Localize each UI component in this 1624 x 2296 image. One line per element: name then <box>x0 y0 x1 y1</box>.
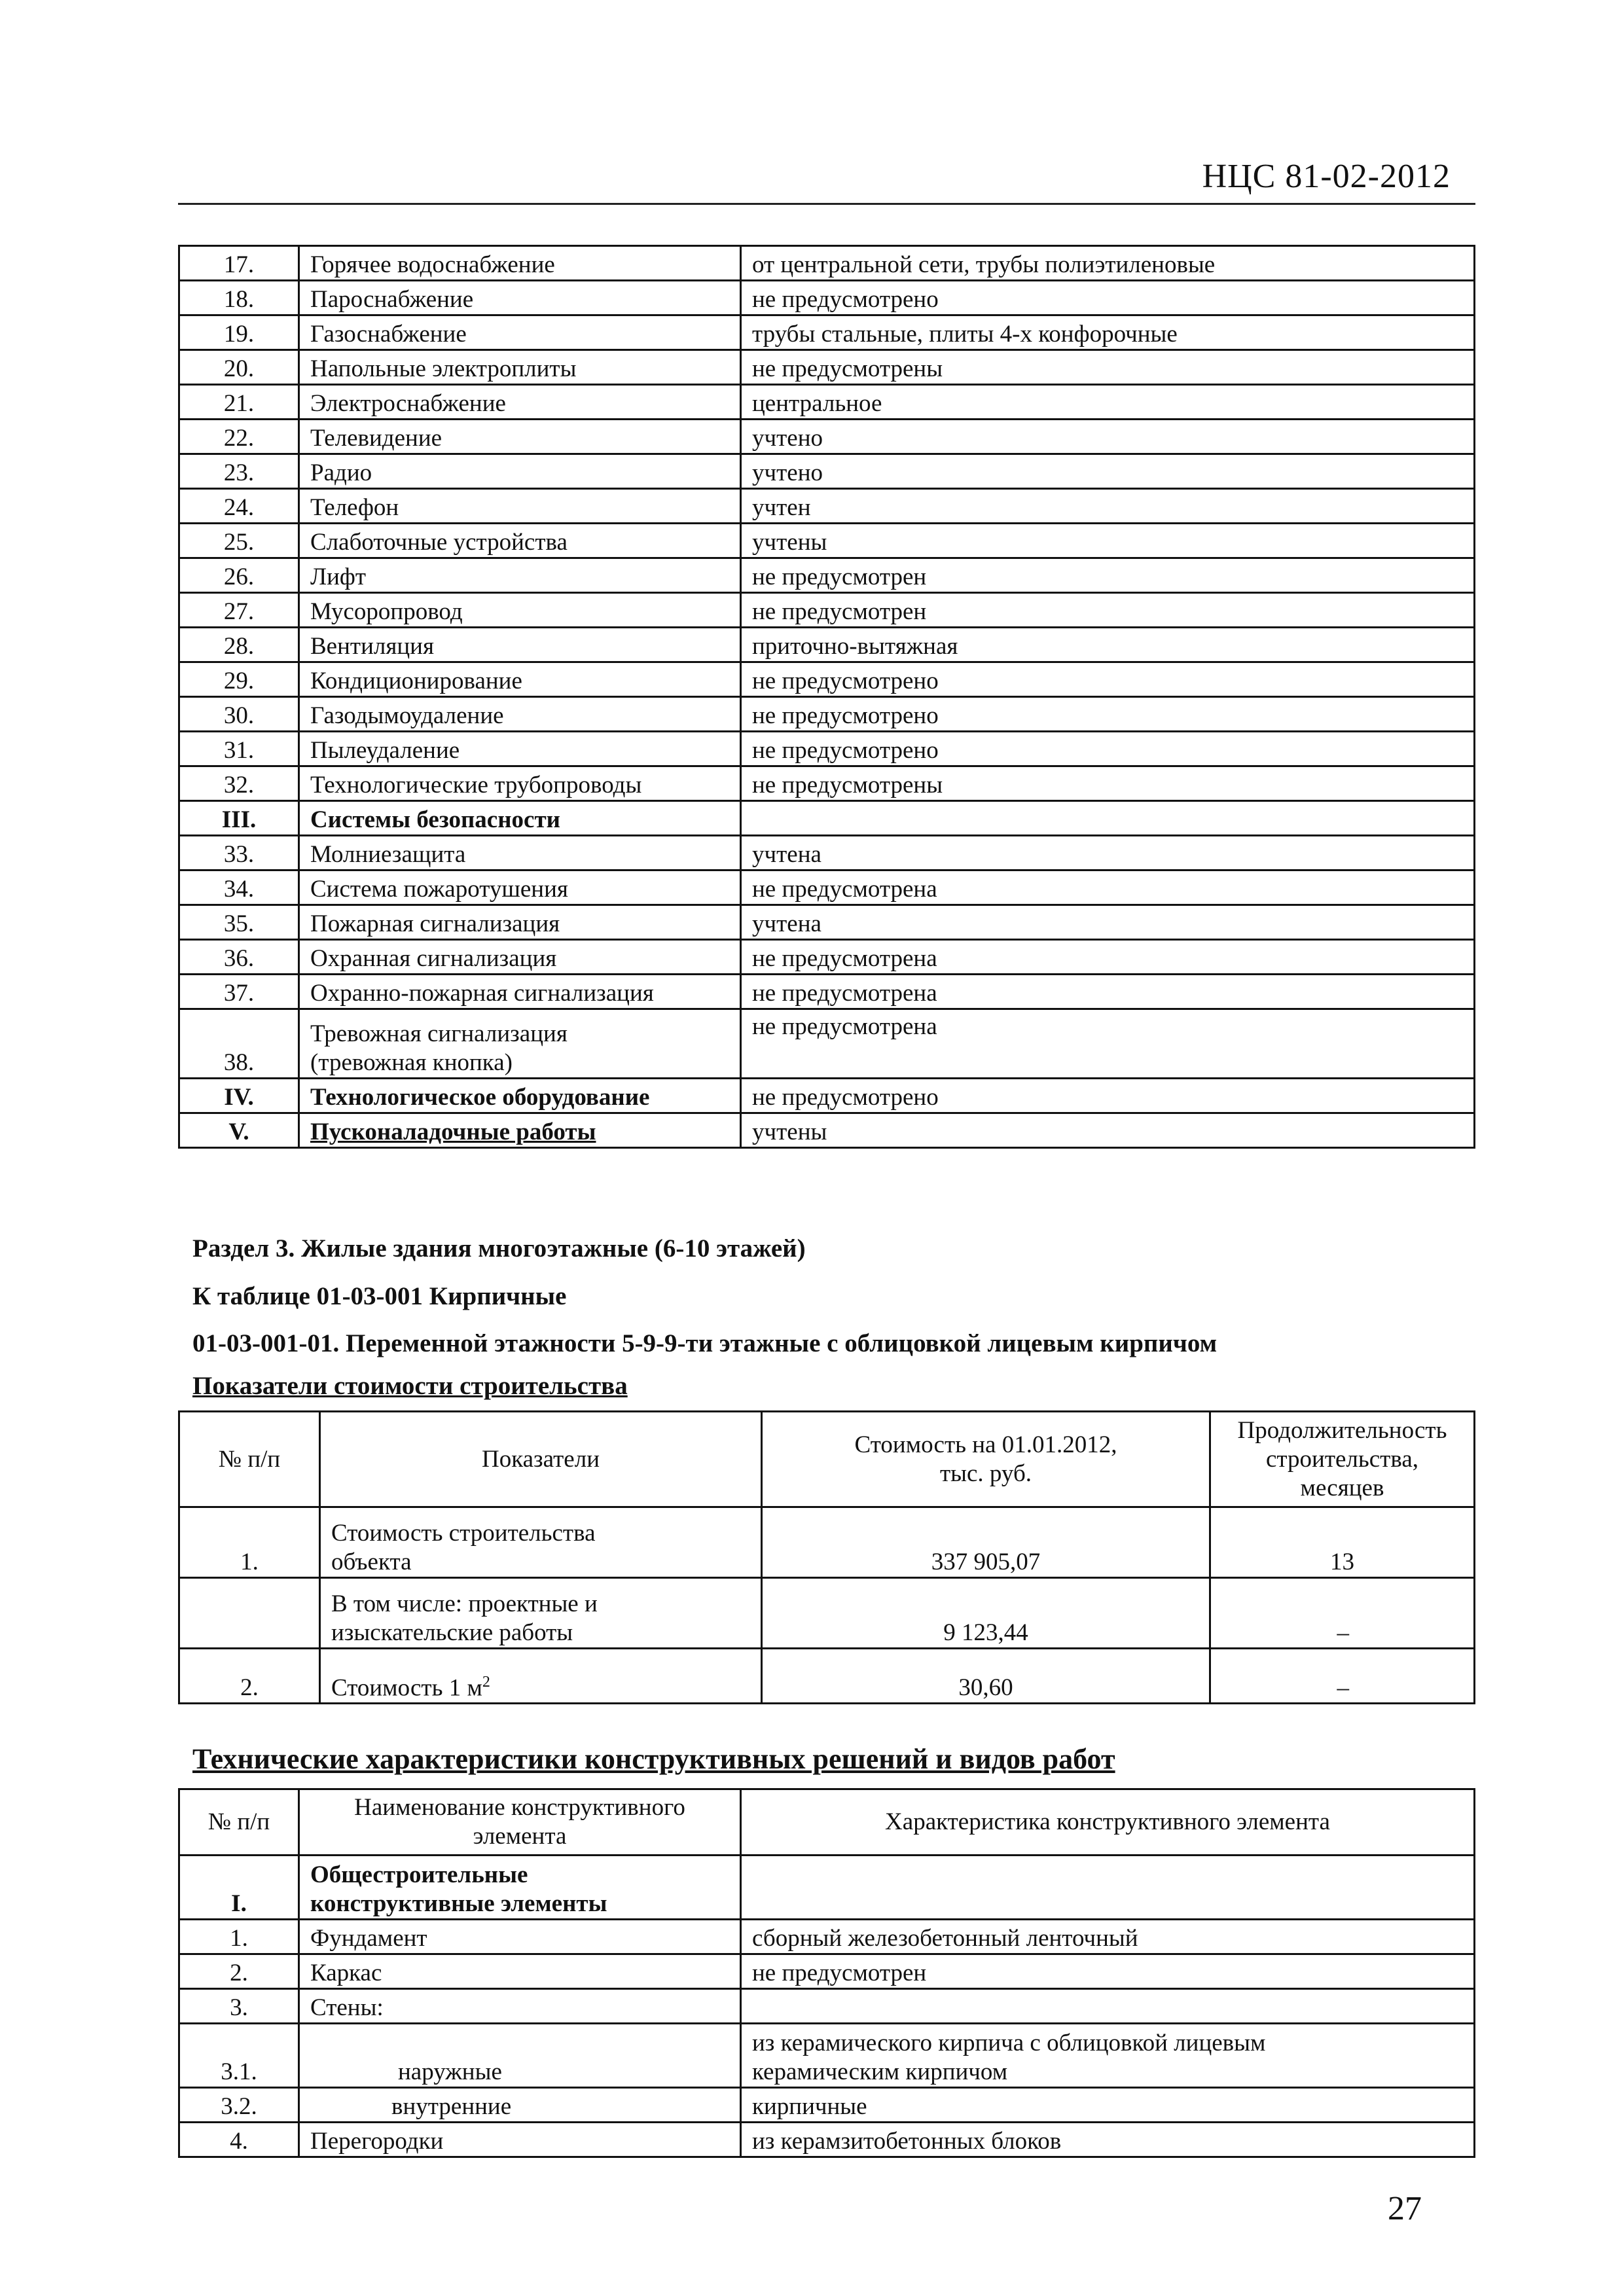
row-value: не предусмотрены <box>741 350 1475 385</box>
row-number: 32. <box>179 766 299 801</box>
row-duration: 13 <box>1210 1507 1475 1578</box>
table-row <box>179 281 1475 315</box>
row-duration: – <box>1210 1649 1475 1704</box>
row-number: 1. <box>179 1507 320 1578</box>
header-indicators: Показатели <box>320 1412 762 1507</box>
table-row <box>179 628 1475 662</box>
header-cost-line2: тыс. руб. <box>939 1460 1032 1487</box>
row-name-superscript: 2 <box>482 1673 490 1691</box>
row-name: Система пожаротушения <box>299 870 741 905</box>
table-row <box>179 524 1475 558</box>
table-row <box>179 1649 1475 1704</box>
row-value: учтен <box>741 489 1475 524</box>
row-number: 4. <box>179 2123 299 2157</box>
row-name: Радио <box>299 454 741 489</box>
row-value <box>741 1989 1475 2024</box>
row-value: учтены <box>741 1113 1475 1148</box>
row-name-line1: В том числе: проектные и <box>331 1590 598 1617</box>
row-value: не предусмотрены <box>741 766 1475 801</box>
row-name: Каркас <box>299 1954 741 1989</box>
row-name: Телевидение <box>299 420 741 454</box>
row-value: учтено <box>741 420 1475 454</box>
table-row <box>179 1507 1475 1578</box>
header-element-name-line1: Наименование конструктивного <box>354 1794 685 1821</box>
table-row <box>179 246 1475 281</box>
cost-indicators-table <box>178 1410 1475 1704</box>
table-row <box>179 975 1475 1009</box>
row-value-line1: из керамического кирпича с облицовкой лицевым <box>752 2030 1266 2056</box>
row-name: Охранно-пожарная сигнализация <box>299 975 741 1009</box>
row-number: 19. <box>179 315 299 350</box>
row-name: Пожарная сигнализация <box>299 905 741 940</box>
table-row <box>179 2123 1475 2157</box>
row-number: 26. <box>179 558 299 593</box>
row-name: Пусконаладочные работы <box>299 1113 741 1148</box>
header-duration-line2: строительства, <box>1265 1445 1419 1473</box>
table-row <box>179 1920 1475 1954</box>
table-reference: К таблице 01-03-001 Кирпичные <box>192 1282 567 1310</box>
table-row <box>179 732 1475 766</box>
page-number: 27 <box>1388 2190 1422 2227</box>
header-duration-line3: месяцев <box>1300 1474 1384 1501</box>
table-row <box>179 662 1475 697</box>
row-cost: 9 123,44 <box>762 1578 1210 1649</box>
row-name: Пылеудаление <box>299 732 741 766</box>
row-name: Системы безопасности <box>299 801 741 836</box>
row-number: 37. <box>179 975 299 1009</box>
engineering-systems-table <box>178 245 1475 1149</box>
row-value: не предусмотрено <box>741 732 1475 766</box>
table-row <box>179 905 1475 940</box>
row-value <box>741 801 1475 836</box>
row-value: учтена <box>741 836 1475 870</box>
row-value: от центральной сети, трубы полиэтиленовые <box>741 246 1475 281</box>
row-number: 25. <box>179 524 299 558</box>
table-row <box>179 1989 1475 2024</box>
row-number: 33. <box>179 836 299 870</box>
row-number: 24. <box>179 489 299 524</box>
table-row <box>179 2088 1475 2123</box>
table-row <box>179 350 1475 385</box>
row-number: 21. <box>179 385 299 420</box>
row-name: Газоснабжение <box>299 315 741 350</box>
row-value: не предусмотрено <box>741 1079 1475 1113</box>
row-value: учтены <box>741 524 1475 558</box>
section-title: Раздел 3. Жилые здания многоэтажные (6-10 этажей) <box>192 1234 806 1263</box>
row-number: I. <box>179 1856 299 1920</box>
row-value: не предусмотрена <box>741 870 1475 905</box>
header-element-name <box>299 1789 741 1856</box>
row-name-line1: Общестроительные <box>310 1861 528 1888</box>
row-name: Пароснабжение <box>299 281 741 315</box>
row-number: 1. <box>179 1920 299 1954</box>
table-row <box>179 385 1475 420</box>
row-name: Мусоропровод <box>299 593 741 628</box>
table-row <box>179 2024 1475 2088</box>
row-number: 2. <box>179 1649 320 1704</box>
row-number: V. <box>179 1113 299 1148</box>
header-number: № п/п <box>179 1789 299 1856</box>
table-row <box>179 315 1475 350</box>
row-name: Стены: <box>299 1989 741 2024</box>
row-number: 28. <box>179 628 299 662</box>
row-name: Напольные электроплиты <box>299 350 741 385</box>
row-name: Телефон <box>299 489 741 524</box>
document-code: НЦС 81-02-2012 <box>1202 158 1451 195</box>
row-value: трубы стальные, плиты 4-х конфорочные <box>741 315 1475 350</box>
cost-heading: Показатели стоимости строительства <box>192 1372 628 1400</box>
row-name: Охранная сигнализация <box>299 940 741 975</box>
header-duration <box>1210 1412 1475 1507</box>
row-value: не предусмотрено <box>741 697 1475 732</box>
row-number: 3.2. <box>179 2088 299 2123</box>
table-row <box>179 1009 1475 1079</box>
row-number: 3. <box>179 1989 299 2024</box>
row-value: приточно-вытяжная <box>741 628 1475 662</box>
row-number: IV. <box>179 1079 299 1113</box>
row-name: Молниезащита <box>299 836 741 870</box>
row-value <box>741 2024 1475 2088</box>
row-number: 18. <box>179 281 299 315</box>
row-value: сборный железобетонный ленточный <box>741 1920 1475 1954</box>
row-number: 22. <box>179 420 299 454</box>
row-value: центральное <box>741 385 1475 420</box>
table-row <box>179 1578 1475 1649</box>
row-number <box>179 1578 320 1649</box>
row-duration: – <box>1210 1578 1475 1649</box>
table-row <box>179 1954 1475 1989</box>
row-value: не предусмотрена <box>741 940 1475 975</box>
row-value-line2: керамическим кирпичом <box>752 2058 1008 2085</box>
table-row <box>179 940 1475 975</box>
header-cost <box>762 1412 1210 1507</box>
table-row <box>179 593 1475 628</box>
row-name: внутренние <box>299 2088 741 2123</box>
row-name-line2: (тревожная кнопка) <box>310 1049 513 1076</box>
row-name <box>320 1507 762 1578</box>
row-number: 2. <box>179 1954 299 1989</box>
row-name <box>320 1578 762 1649</box>
row-number: 3.1. <box>179 2024 299 2088</box>
row-number: 17. <box>179 246 299 281</box>
row-name: Горячее водоснабжение <box>299 246 741 281</box>
row-name-line2: изыскательские работы <box>331 1619 573 1646</box>
row-name-text: Стоимость 1 м <box>331 1674 482 1701</box>
row-name: наружные <box>299 2024 741 2088</box>
table-row <box>179 454 1475 489</box>
row-name: Перегородки <box>299 2123 741 2157</box>
header-characteristic: Характеристика конструктивного элемента <box>741 1789 1475 1856</box>
table-row <box>179 1113 1475 1148</box>
row-value: не предусмотрено <box>741 662 1475 697</box>
row-name <box>299 1009 741 1079</box>
row-number: 35. <box>179 905 299 940</box>
row-name: Вентиляция <box>299 628 741 662</box>
header-duration-line1: Продолжительность <box>1237 1416 1447 1444</box>
row-number: III. <box>179 801 299 836</box>
technical-characteristics-table <box>178 1788 1475 2158</box>
row-number: 23. <box>179 454 299 489</box>
row-number: 27. <box>179 593 299 628</box>
table-row <box>179 766 1475 801</box>
header-rule <box>178 203 1475 205</box>
header-number: № п/п <box>179 1412 320 1507</box>
table-row <box>179 870 1475 905</box>
table-header-row <box>179 1412 1475 1507</box>
row-value: учтена <box>741 905 1475 940</box>
row-number: 34. <box>179 870 299 905</box>
row-value: учтено <box>741 454 1475 489</box>
row-value <box>741 1856 1475 1920</box>
row-number: 20. <box>179 350 299 385</box>
subtitle: 01-03-001-01. Переменной этажности 5-9-9-ти этажные с облицовкой лицевым кирпичом <box>192 1329 1218 1357</box>
tech-heading: Технические характеристики конструктивных решений и видов работ <box>192 1743 1115 1775</box>
table-row <box>179 558 1475 593</box>
row-name: Фундамент <box>299 1920 741 1954</box>
row-number: 29. <box>179 662 299 697</box>
table-row <box>179 697 1475 732</box>
row-value: не предусмотрен <box>741 1954 1475 1989</box>
row-value: не предусмотрен <box>741 593 1475 628</box>
table-row <box>179 1856 1475 1920</box>
row-number: 38. <box>179 1009 299 1079</box>
row-value: не предусмотрено <box>741 281 1475 315</box>
table-row <box>179 489 1475 524</box>
row-name: Технологическое оборудование <box>299 1079 741 1113</box>
table-header-row <box>179 1789 1475 1856</box>
row-cost: 337 905,07 <box>762 1507 1210 1578</box>
row-name: Электроснабжение <box>299 385 741 420</box>
row-name: Лифт <box>299 558 741 593</box>
row-name <box>320 1649 762 1704</box>
row-cost: 30,60 <box>762 1649 1210 1704</box>
row-name-line1: Тревожная сигнализация <box>310 1020 568 1047</box>
table-row <box>179 836 1475 870</box>
row-value: кирпичные <box>741 2088 1475 2123</box>
row-name-line1: Стоимость строительства <box>331 1520 596 1547</box>
row-name-line2: конструктивные элементы <box>310 1890 607 1917</box>
row-name-line2: объекта <box>331 1549 412 1575</box>
row-value: не предусмотрен <box>741 558 1475 593</box>
row-number: 36. <box>179 940 299 975</box>
row-name: Кондиционирование <box>299 662 741 697</box>
row-value: не предусмотрена <box>741 975 1475 1009</box>
row-name: Технологические трубопроводы <box>299 766 741 801</box>
header-element-name-line2: элемента <box>473 1823 567 1850</box>
header-cost-line1: Стоимость на 01.01.2012, <box>854 1431 1117 1458</box>
row-name <box>299 1856 741 1920</box>
table-row <box>179 801 1475 836</box>
table-row <box>179 420 1475 454</box>
row-name: Слаботочные устройства <box>299 524 741 558</box>
row-value: из керамзитобетонных блоков <box>741 2123 1475 2157</box>
table-row <box>179 1079 1475 1113</box>
row-value: не предусмотрена <box>741 1009 1475 1079</box>
row-name: Газодымоудаление <box>299 697 741 732</box>
row-number: 30. <box>179 697 299 732</box>
row-number: 31. <box>179 732 299 766</box>
